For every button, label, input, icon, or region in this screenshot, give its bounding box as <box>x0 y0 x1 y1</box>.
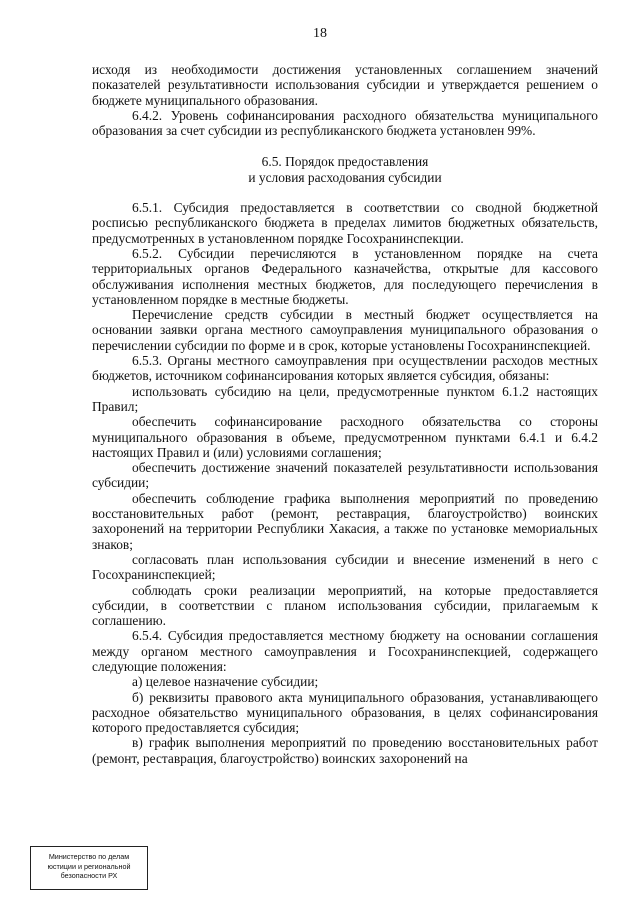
ministry-stamp <box>30 846 148 890</box>
paragraph: Перечисление средств субсидии в местный бюджет осуществляется на основании заявки органа местного самоуправления муниципального образования о перечислении субсидии по форме и в срок, которые установлены Госохранинспекцией. <box>92 307 598 353</box>
stamp-line: Министерство по делам <box>48 852 130 861</box>
page-number: 18 <box>313 26 327 41</box>
paragraph: 6.5.4. Субсидия предоставляется местному бюджету на основании соглашения между органом местного самоуправления и Госохранинспекцией, содержащего следующие положения: <box>92 628 598 674</box>
paragraph: исходя из необходимости достижения установленных соглашением значений показателей результативности использования субсидии и утверждается решением о бюджете муниципального образования. <box>92 62 598 108</box>
document-body <box>92 62 598 766</box>
paragraph: а) целевое назначение субсидии; <box>132 674 319 690</box>
section-title <box>92 154 598 185</box>
section-title-line: 6.5. Порядок предоставления <box>261 154 429 170</box>
paragraph: в) график выполнения мероприятий по проведению восстановительных работ (ремонт, реставрация, благоустройство) воинских захоронений на <box>92 735 598 766</box>
paragraph: 6.4.2. Уровень софинансирования расходного обязательства муниципального образования за счет субсидии из республиканского бюджета установлен 99%. <box>92 107 598 139</box>
paragraph: использовать субсидию на цели, предусмотренные пунктом 6.1.2 настоящих Правил; <box>92 383 598 414</box>
paragraph: б) реквизиты правового акта муниципального образования, устанавливающего расходное обязательство муниципального образования, в целях софинансирования которого предоставляется субсидия; <box>92 689 598 736</box>
paragraph: обеспечить софинансирование расходного обязательства со стороны муниципального образования в объеме, предусмотренном пунктами 6.4.1 и 6.4.2 настоящих Правил и (или) условиями соглашения; <box>92 414 598 460</box>
paragraph: согласовать план использования субсидии и внесение изменений в него с Госохранинспекцией; <box>92 551 598 583</box>
paragraph: 6.5.1. Субсидия предоставляется в соответствии со сводной бюджетной росписью республиканского бюджета в пределах лимитов бюджетных обязательств, предусмотренных в установленном порядке Госохранинспекции. <box>92 200 598 246</box>
paragraph: обеспечить достижение значений показателей результативности использования субсидии; <box>92 460 598 491</box>
stamp-line: юстиции и региональной <box>47 861 131 871</box>
paragraph: соблюдать сроки реализации мероприятий, на которые предоставляется субсидии, в соответствии с планом использования субсидии, прилагаемым к соглашению. <box>92 582 598 629</box>
paragraph: 6.5.2. Субсидии перечисляются в установленном порядке на счета территориальных органов Федерального казначейства, открытые для кассового обслуживания исполнения местных бюджетов, для последующего перечисления в установленном порядке в местные бюджеты. <box>92 245 598 307</box>
stamp-line: безопасности РХ <box>60 871 118 880</box>
section-title-line: и условия расходования субсидии <box>248 169 442 185</box>
paragraph: 6.5.3. Органы местного самоуправления при осуществлении расходов местных бюджетов, источником софинансирования которых является субсидия, обязаны: <box>92 353 598 384</box>
paragraph: обеспечить соблюдение графика выполнения мероприятий по проведению восстановительных работ (ремонт, реставрация, благоустройство) воинских захоронений на территории Республики Хакасия, а также по установке мемориальных знаков; <box>92 490 598 552</box>
